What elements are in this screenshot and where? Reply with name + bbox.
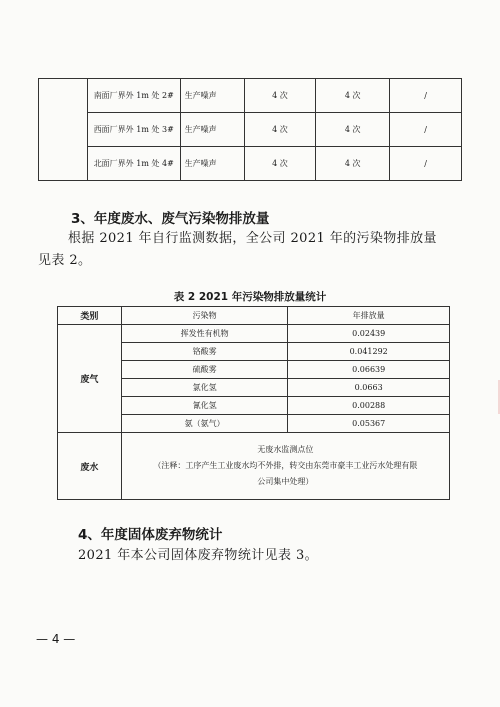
amount-cell: 0.0663 (288, 379, 450, 397)
water-note-line: 无废水监测点位 (257, 445, 314, 454)
noise-monitoring-table (38, 78, 462, 181)
section-4-heading: 4、年度固体废弃物统计 (78, 527, 223, 543)
header-pollutant: 污染物 (121, 307, 288, 325)
section-3-paragraph-line1: 根据 2021 年自行监测数据，全公司 2021 年的污染物排放量 (68, 231, 437, 246)
pollutant-cell: 氨（氨气） (121, 415, 288, 433)
table-header-row (58, 307, 450, 325)
section-3-heading: 3、年度废水、废气污染物排放量 (71, 211, 270, 227)
category-water: 废水 (58, 433, 122, 500)
remark-cell: / (390, 147, 462, 181)
position-cell: 西面厂界外 1m 处 3# (87, 113, 180, 147)
table-row (58, 433, 450, 500)
table-2-caption: 表 2 2021 年污染物排放量统计 (173, 291, 327, 303)
water-note-cell (121, 433, 449, 500)
remark-cell: / (390, 79, 462, 113)
amount-cell: 0.041292 (288, 343, 450, 361)
count-cell: 4 次 (316, 79, 390, 113)
section-3-paragraph-line2: 见表 2。 (38, 253, 92, 268)
pollutant-emission-table (57, 306, 450, 500)
page-number: — 4 — (36, 632, 76, 646)
count-cell: 4 次 (244, 147, 316, 181)
header-category: 类别 (58, 307, 122, 325)
table-row (39, 79, 462, 113)
pollutant-cell: 氰化氢 (121, 397, 288, 415)
amount-cell: 0.02439 (288, 325, 450, 343)
pollutant-cell: 铬酸雾 (121, 343, 288, 361)
pollutant-cell: 挥发性有机物 (121, 325, 288, 343)
noise-type-cell: 生产噪声 (180, 79, 244, 113)
pollutant-cell: 硫酸雾 (121, 361, 288, 379)
amount-cell: 0.06639 (288, 361, 450, 379)
category-gas: 废气 (58, 325, 122, 433)
pollutant-cell: 氯化氢 (121, 379, 288, 397)
section-4-paragraph: 2021 年本公司固体废弃物统计见表 3。 (78, 548, 319, 563)
table-row (58, 325, 450, 343)
count-cell: 4 次 (244, 113, 316, 147)
table-row (39, 147, 462, 181)
header-amount: 年排放量 (288, 307, 450, 325)
merged-cell (39, 79, 88, 181)
noise-type-cell: 生产噪声 (180, 147, 244, 181)
noise-type-cell: 生产噪声 (180, 113, 244, 147)
amount-cell: 0.05367 (288, 415, 450, 433)
seal-fragment (480, 380, 500, 414)
position-cell: 北面厂界外 1m 处 4# (87, 147, 180, 181)
position-cell: 南面厂界外 1m 处 2# (87, 79, 180, 113)
count-cell: 4 次 (316, 113, 390, 147)
count-cell: 4 次 (316, 147, 390, 181)
water-note-line: 公司集中处理） (257, 477, 314, 486)
amount-cell: 0.00288 (288, 397, 450, 415)
table-row (39, 113, 462, 147)
remark-cell: / (390, 113, 462, 147)
count-cell: 4 次 (244, 79, 316, 113)
water-note-line: （注释：工序产生工业废水均不外排，转交由东莞市豪丰工业污水处理有限 (153, 461, 418, 470)
